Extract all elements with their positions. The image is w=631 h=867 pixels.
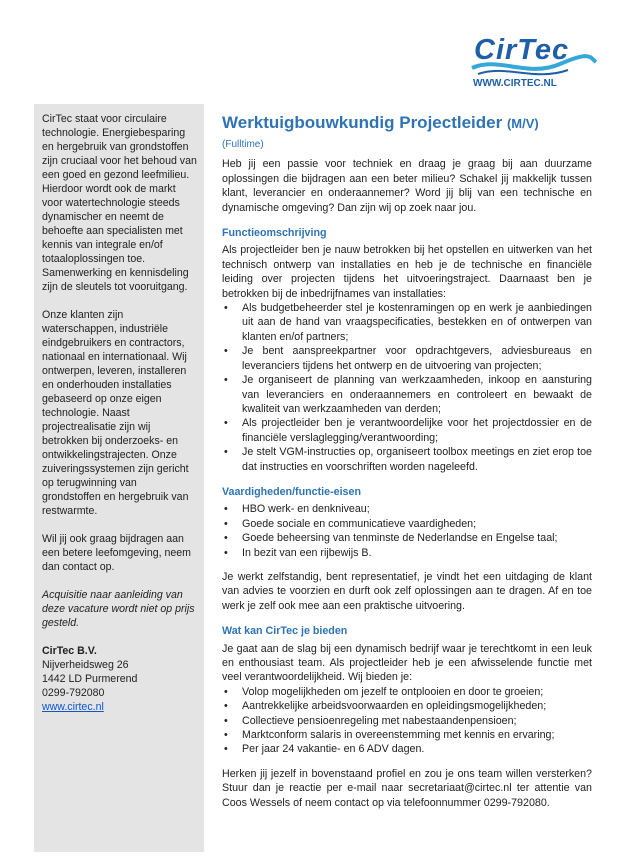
list-item: • Je organiseert de planning van werkzaamheden, inkoop en aansturing van leveranciers en onderaannemers en controleert en bewaakt de kwaliteit van werkzaamheden van derden; <box>224 374 592 415</box>
list-item: • Marktconform salaris in overeenstemming met kennis en ervaring; <box>224 729 555 742</box>
list-item: • Aantrekkelijke arbeidsvoorwaarden en opleidingsmogelijkheden; <box>224 700 547 713</box>
company-street: Nijverheidsweg 26 <box>42 659 129 671</box>
vaardigheden-list <box>222 502 592 560</box>
closing-text: Herken jij jezelf in bovenstaand profiel en zou je ons team willen versterken? Stuur dan je reactie per e-mail naar secretariaat@cirtec.nl ter attentie van Coos Wessels of neem contact op via telefoonnummer 0299-792080. <box>222 767 592 809</box>
list-item: • Als budgetbeheerder stel je kostenramingen op en werk je aanbiedingen uit aan de hand van vraagspecificaties, bestekken en of ontwerpen van klanten en/of partners; <box>224 302 592 343</box>
bullet-icon: • <box>224 503 228 516</box>
company-website-link[interactable]: www.cirtec.nl <box>42 701 104 713</box>
functie-text: Als projectleider ben je nauw betrokken bij het opstellen en uitwerken van het technisch ontwerp van installaties en heb je de technische en financiële leiding over projecten tijdens het uitvoeringstraject. Daarnaast ben je betrokken bij de inbedrijfnames van installaties: <box>222 244 592 300</box>
company-phone: 0299-792080 <box>42 687 105 699</box>
bullet-icon: • <box>224 532 228 545</box>
intro-text: Heb jij een passie voor techniek en draag je graag bij aan duurzame oplossingen die bijdragen aan een beter milieu? Schakel jij makkelijk tussen klant, leverancier en onderaannemer? Word jij blij van een technische en dynamische omgeving? Dan zijn wij op zoek naar jou. <box>222 158 592 214</box>
bullet-icon: • <box>224 302 228 315</box>
bullet-icon: • <box>224 446 228 459</box>
bullet-icon: • <box>224 700 228 713</box>
vaardigheden-text: Je werkt zelfstandig, bent representatief, je vindt het een uitdaging de klant van advies te voorzien en durft ook zelf oplossingen aan te dragen. Af en toe werk je zelf ook mee aan een praktische uitvoering. <box>222 570 592 612</box>
aanbod-list <box>222 685 592 757</box>
list-item: • Als projectleider ben je verantwoordelijke voor het projectdossier en de financiële verslaglegging/verantwoording; <box>224 417 592 444</box>
sidebar-intro: CirTec staat voor circulaire technologie. Energiebesparing en hergebruik van grondstoffen zijn cruciaal voor het behoud van een goed en gezond leefmilieu. Hierdoor wordt ook de markt voor watertechnologie steeds dynamischer en neemt de behoefte aan specialisten met kennis van integrale en/of totaaloplossingen toe. Samenwerking en kennisdeling zijn de sleutels tot vooruitgang. <box>42 113 197 293</box>
list-item: • Volop mogelijkheden om jezelf te ontplooien en door te groeien; <box>224 685 544 698</box>
bullet-icon: • <box>224 743 228 756</box>
functie-list <box>222 301 592 474</box>
list-item: • Per jaar 24 vakantie- en 6 ADV dagen. <box>224 743 425 756</box>
job-title-suffix: (M/V) <box>506 116 539 131</box>
aanbod-text: Je gaat aan de slag bij een dynamisch bedrijf waar je terechtkomt in een leuk en enthousiast team. Als projectleider heb je een afwisselende functie met veel verantwoordelijkheid. Wij bieden je: <box>222 642 592 684</box>
list-item: • Collectieve pensioenregeling met nabestaandenpensioen; <box>224 714 517 727</box>
company-city: 1442 LD Purmerend <box>42 673 138 685</box>
sidebar-clients: Onze klanten zijn waterschappen, industriële eindgebruikers en contractors, nationaal en internationaal. Wij ontwerpen, leveren, installeren en onderhouden installaties gebaseerd op onze eigen technologie. Naast projectrealisatie zijn wij betrokken bij onderzoeks- en ontwikkelingstrajecten. Onze zuiveringssystemen zijn gericht op terugwinning van grondstoffen en hergebruik van restwarmte. <box>42 309 189 517</box>
sidebar-cta: Wil jij ook graag bijdragen aan een betere leefomgeving, neem dan contact op. <box>42 533 192 573</box>
bullet-icon: • <box>224 345 228 358</box>
employment-type: (Fulltime) <box>222 139 264 150</box>
list-item: • HBO werk- en denkniveau; <box>224 503 370 516</box>
bullet-icon: • <box>224 517 228 530</box>
company-address <box>42 644 198 714</box>
bullet-icon: • <box>224 714 228 727</box>
logo-wordmark: CirTec <box>474 34 570 66</box>
cirtec-logo <box>468 28 598 96</box>
list-item: • Goede sociale en communicatieve vaardigheden; <box>224 517 477 530</box>
list-item: • In bezit van een rijbewijs B. <box>224 546 372 559</box>
bullet-icon: • <box>224 417 228 430</box>
list-item: • Je stelt VGM-instructies op, organiseert toolbox meetings en ziet erop toe dat instructies en voorschriften worden nageleefd. <box>224 446 592 473</box>
bullet-icon: • <box>224 729 228 742</box>
section-heading-functie: Functieomschrijving <box>222 227 327 240</box>
section-heading-aanbod: Wat kan CirTec je bieden <box>222 625 348 638</box>
bullet-icon: • <box>224 685 228 698</box>
bullet-icon: • <box>224 374 228 387</box>
logo-url: WWW.CIRTEC.NL <box>473 78 557 89</box>
list-item: • Goede beheersing van tenminste de Nederlandse en Engelse taal; <box>224 532 558 545</box>
bullet-icon: • <box>224 546 228 559</box>
company-sidebar <box>34 104 204 852</box>
list-item: • Je bent aanspreekpartner voor opdrachtgevers, adviesbureaus en leveranciers tijdens het ontwerp en de uitvoering van projecten; <box>224 345 592 372</box>
job-title: Werktuigbouwkundig Projectleider <box>222 113 503 132</box>
vacancy-content <box>222 113 592 810</box>
section-heading-vaardigheden: Vaardigheden/functie-eisen <box>222 485 361 498</box>
page-title <box>222 113 592 134</box>
sidebar-acquisition-note: Acquisitie naar aanleiding van deze vacature wordt niet op prijs gesteld. <box>42 589 195 629</box>
company-name: CirTec B.V. <box>42 645 97 657</box>
